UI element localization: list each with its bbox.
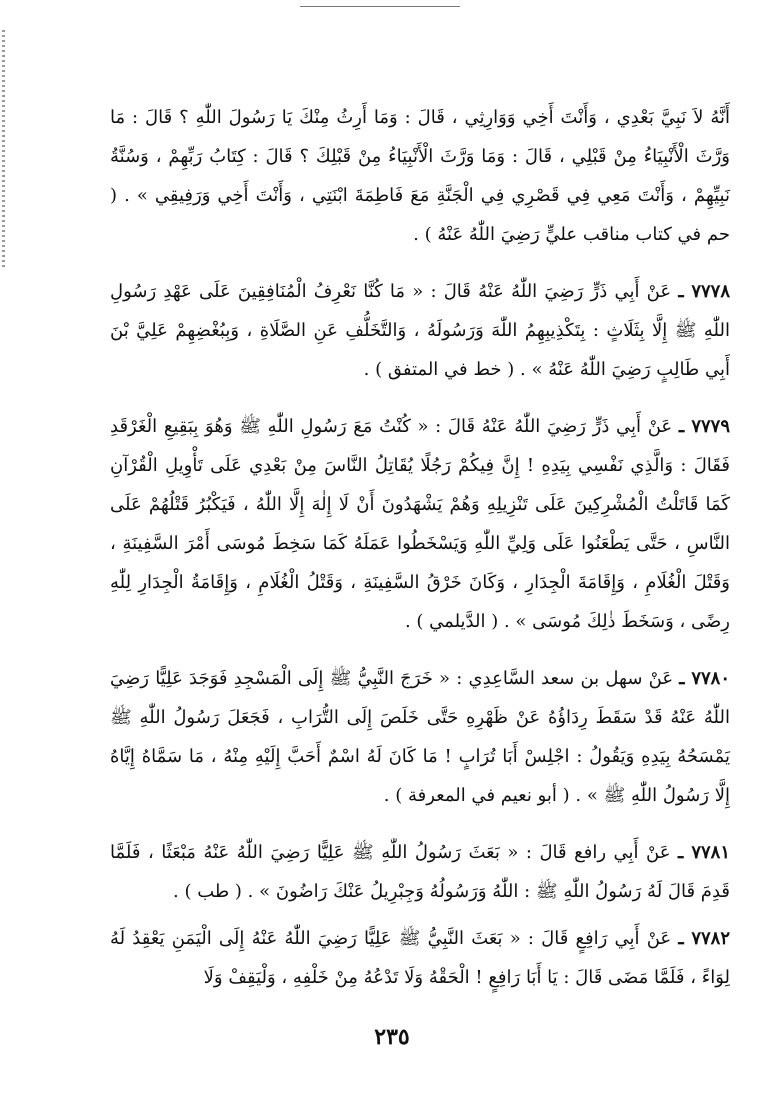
hadith-continuation [110,98,730,254]
hadith-text [110,833,730,911]
hadith-7780 [110,659,730,815]
hadith-number: ٧٧٨١ ـ [678,842,730,863]
hadith-text [110,659,730,815]
hadith-number: ٧٧٨٢ ـ [678,928,730,949]
top-rule [300,6,460,7]
hadith-7782 [110,919,730,997]
hadith-body: عَنْ أَبِي ذَرٍّ رَضِيَ اللّٰهُ عَنْهُ قَالَ : « كُنْتُ مَعَ رَسُولِ اللّٰهِ ﷺ وَهُوَ بِبَقِيعِ الْغَرْقَدِ فَقَالَ : وَالَّذِي نَفْسِي بِيَدِهِ ! إِنَّ فِيكُمْ رَجُلًا يُقَاتِلُ النَّاسَ مِنْ بَعْدِي عَلَى تَأْوِيلِ الْقُرْآنِ كَمَا قَاتَلْتُ الْمُشْرِكِينَ عَلَى تَنْزِيلِهِ وَهُمْ يَشْهَدُونَ أَنْ لَا إِلٰهَ إِلَّا اللّٰهُ ، فَيَكْبُرُ قَتْلُهُمْ عَلَى النَّاسِ ، حَتَّى يَطْعَنُوا عَلَى وَلِيِّ اللّٰهِ وَيَسْخَطُوا عَمَلَهُ كَمَا سَخِطَ مُوسَى أَمْرَ السَّفِينَةِ ، وَقَتْلَ الْغُلَامِ ، وَإِقَامَةَ الْجِدَارِ ، وَكَانَ خَرْقُ السَّفِينَةِ ، وَقَتْلُ الْغُلَامِ ، وَإِقَامَةُ الْجِدَارِ لِلّٰهِ رِضًى ، وَسَخَطَ ذٰلِكَ مُوسَى » . [110,416,730,632]
page-body [110,98,730,997]
hadith-body: عَنْ سهل بن سعد السَّاعِدِي : « خَرَجَ النَّبِيُّ ﷺ إِلَى الْمَسْجِدِ فَوَجَدَ عَلِيًّا رَضِيَ اللّٰهُ عَنْهُ قَدْ سَقَطَ رِدَاؤُهُ عَنْ ظَهْرِهِ حَتَّى خَلَصَ إِلَى التُّرَابِ ، فَجَعَلَ رَسُولُ اللّٰهِ ﷺ يَمْسَحُهُ بِيَدِهِ وَيَقُولُ : اجْلِسْ أَبَا تُرَابٍ ! مَا كَانَ لَهُ اسْمٌ أَحَبَّ إِلَيْهِ مِنْهُ ، مَا سَمَّاهُ إِيَّاهُ إِلَّا رَسُولُ اللّٰهِ ﷺ » . [110,668,730,806]
hadith-source: ( أبو نعيم في المعرفة ) . [383,785,570,806]
hadith-body: عَنْ أَبِي رافع قَالَ : « بَعَثَ رَسُولُ اللّٰهِ ﷺ عَلِيًّا رَضِيَ اللّٰهُ عَنْهُ مَبْعَثًا ، فَلَمَّا قَدِمَ قَالَ لَهُ رَسُولُ اللّٰهِ ﷺ : اللّٰهُ وَرَسُولُهُ وَجِبْرِيلُ عَنْكَ رَاضُونَ » . [110,842,730,902]
hadith-text [110,919,730,997]
hadith-source: ( خط في المتفق ) . [363,359,515,380]
hadith-7778 [110,272,730,389]
hadith-body: عَنْ أَبِي رَافِعٍ قَالَ : « بَعَثَ النَّبِيُّ ﷺ عَلِيًّا رَضِيَ اللّٰهُ عَنْهُ إِلَى الْيَمَنِ يَعْقِدُ لَهُ لِوَاءً ، فَلَمَّا مَضَى قَالَ : يَا أَبَا رَافِعٍ ! الْحَقْهُ وَلَا تَدْعُهُ مِنْ خَلْفِهِ ، وَلْيَقِفْ وَلَا [110,928,730,988]
hadith-text [110,272,730,389]
hadith-source: ( الدَّيلمي ) . [404,611,499,632]
hadith-source: ( طب ) . [173,881,242,902]
hadith-body: أَنَّهُ لاَ نَبِيَّ بَعْدِي ، وَأَنْتَ أَخِي وَوَارِثِي ، قَالَ : وَمَا أَرِثُ مِنْكَ يَا رَسُولَ اللّٰهِ ؟ قَالَ : مَا وَرَّثَ الْأَنْبِيَاءُ مِنْ قَبْلِي ، قَالَ : وَمَا وَرَّثَ الْأَنْبِيَاءُ مِنْ قَبْلِكَ ؟ قَالَ : كِتَابُ رَبِّهِمْ ، وَسُنَّةُ نَبِيِّهِمْ ، وَأَنْتَ مَعِي فِي قَصْرِي فِي الْجَنَّةِ مَعَ فَاطِمَةَ ابْنَتِي ، وَأَنْتَ أَخِي وَرَفِيقِي » . [110,107,730,206]
hadith-7781 [110,833,730,911]
hadith-text [110,407,730,641]
page-number: ٢٣٥ [374,1024,410,1050]
hadith-body: عَنْ أَبِي ذَرٍّ رَضِيَ اللّٰهُ عَنْهُ قَالَ : « مَا كُنَّا نَعْرِفُ الْمُنَافِقِينَ عَلَى عَهْدِ رَسُولِ اللّٰهِ ﷺ إِلَّا بِثَلَاثٍ : بِتَكْذِيبِهِمُ اللّٰهَ وَرَسُولَهُ ، وَالتَّخَلُّفِ عَنِ الصَّلَاةِ ، وَبِبُغْضِهِمْ عَلِيَّ بْنَ أَبِي طَالِبٍ رَضِيَ اللّٰهُ عَنْهُ » . [110,281,730,380]
hadith-7779 [110,407,730,641]
hadith-number: ٧٧٧٨ ـ [678,281,730,302]
binding-edge [2,30,5,270]
hadith-source: ( حم في كتاب مناقب عليٍّ رَضِيَ اللّٰهُ عَنْهُ ) . [110,185,730,245]
hadith-number: ٧٧٨٠ ـ [679,668,730,689]
hadith-text [110,98,730,254]
hadith-number: ٧٧٧٩ ـ [678,416,731,437]
